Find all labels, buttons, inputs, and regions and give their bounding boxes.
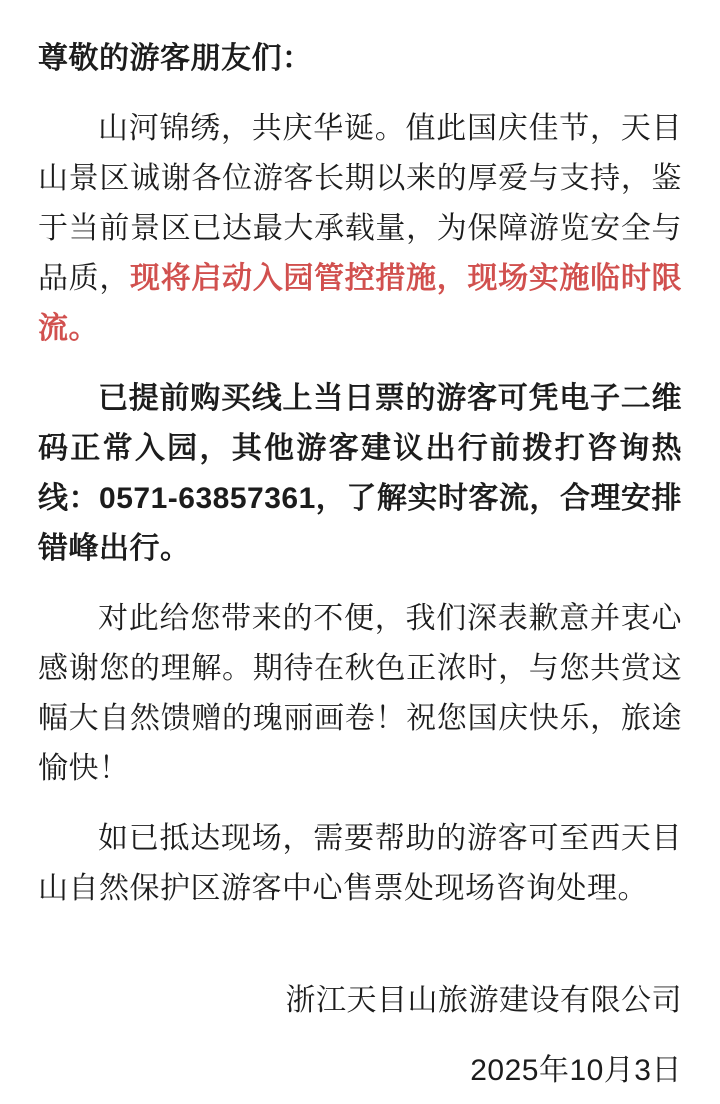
paragraph-apology: 对此给您带来的不便，我们深表歉意并衷心感谢您的理解。期待在秋色正浓时，与您共赏这幅大自然馈赠的瑰丽画卷！祝您国庆快乐，旅途愉快！	[38, 602, 682, 785]
control-measures-highlight: 现将启动入园管控措施，现场实施临时限流。	[38, 262, 683, 345]
paragraph-onsite-help: 如已抵达现场，需要帮助的游客可至西天目山自然保护区游客中心售票处现场咨询处理。	[38, 822, 682, 905]
ticket-info-text: 已提前购买线上当日票的游客可凭电子二维码正常入园，其他游客建议出行前拨打咨询热线：	[38, 382, 682, 515]
paragraph-intro	[38, 104, 682, 354]
hotline-number: 0571-63857361	[99, 482, 316, 515]
notice-date: 2025年10月3日	[470, 1054, 682, 1087]
ticket-info-tail: ，了解实时客流，合理安排错峰出行。	[38, 482, 683, 565]
company-name: 浙江天目山旅游建设有限公司	[285, 984, 682, 1017]
signature-block	[38, 976, 682, 1096]
paragraph-ticket-info	[38, 374, 682, 574]
salutation: 尊敬的游客朋友们：	[38, 42, 313, 75]
intro-text: 山河锦绣，共庆华诞。值此国庆佳节，天目山景区诚谢各位游客长期以来的厚爱与支持，鉴于当前景区已达最大承载量，为保障游览安全与品质，	[38, 112, 682, 295]
